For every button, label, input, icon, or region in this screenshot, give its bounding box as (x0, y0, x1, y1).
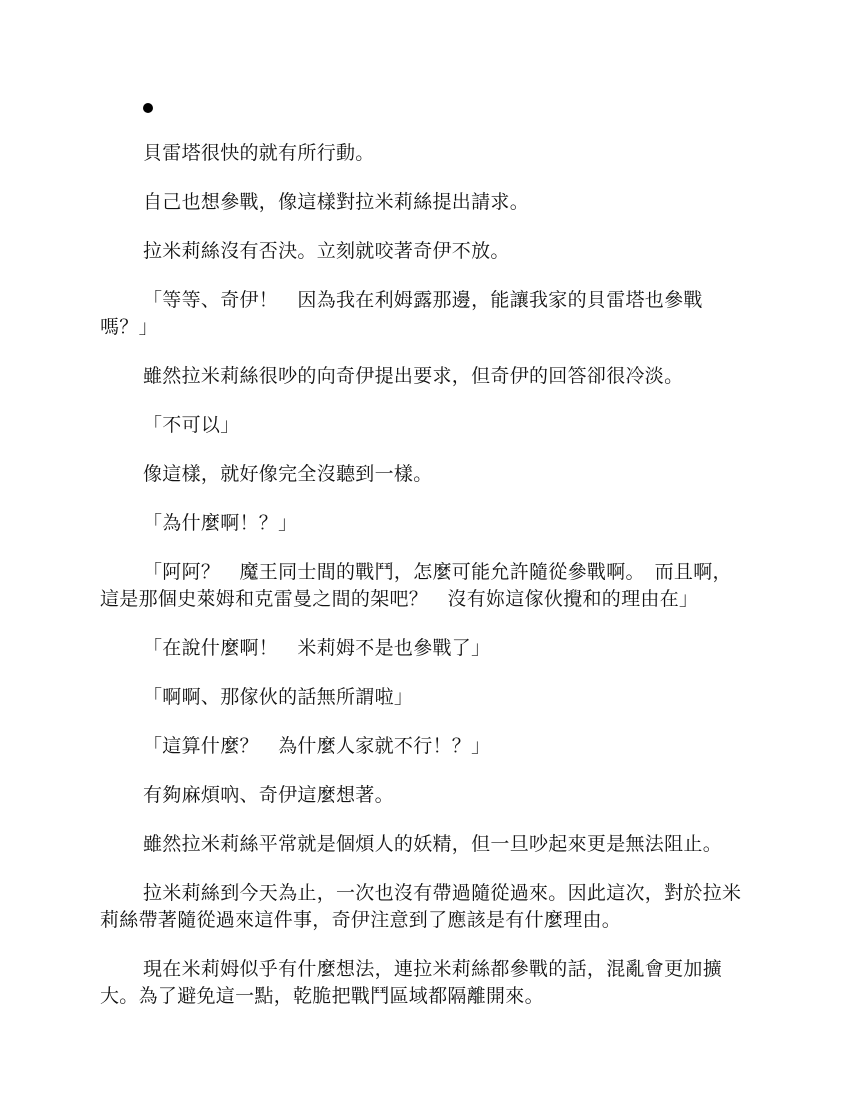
paragraph: 「不可以」 (143, 414, 240, 436)
paragraph: 雖然拉米莉絲平常就是個煩人的妖精，但一旦吵起來更是無法阻止。 (143, 833, 723, 855)
paragraph: 「這算什麼？ 為什麼人家就不行！？」 (143, 735, 491, 757)
paragraph: 「阿阿？ 魔王同士間的戰鬥，怎麼可能允許隨從參戰啊。 而且啊，這是那個史萊姆和克雷曼之間的架吧？ 沒有妳這傢伙攪和的理由在」 (100, 561, 732, 610)
paragraph: 拉米莉絲沒有否決。立刻就咬著奇伊不放。 (143, 240, 510, 262)
paragraph: 像這樣，就好像完全沒聽到一樣。 (143, 463, 433, 485)
paragraph: 「為什麼啊！？」 (143, 512, 298, 534)
paragraph: 雖然拉米莉絲很吵的向奇伊提出要求，但奇伊的回答卻很冷淡。 (143, 365, 684, 387)
paragraph: 「啊啊、那傢伙的話無所謂啦」 (143, 686, 414, 708)
paragraph: 拉米莉絲到今天為止，一次也沒有帶過隨從過來。因此這次，對於拉米莉絲帶著隨從過來這件事，奇伊注意到了應該是有什麼理由。 (100, 882, 742, 931)
document-body (100, 140, 746, 1032)
paragraph: 現在米莉姆似乎有什麼想法，連拉米莉絲都參戰的話，混亂會更加擴大。為了避免這一點，乾脆把戰鬥區域都隔離開來。 (100, 958, 723, 1007)
paragraph: 有夠麻煩吶、奇伊這麼想著。 (143, 784, 394, 806)
paragraph: 貝雷塔很快的就有所行動。 (143, 142, 375, 164)
paragraph: 「等等、奇伊！ 因為我在利姆露那邊，能讓我家的貝雷塔也參戰嗎？」 (100, 289, 703, 338)
bullet-dot-icon (143, 103, 153, 113)
paragraph: 自己也想參戰，像這樣對拉米莉絲提出請求。 (143, 191, 530, 213)
paragraph: 「在說什麼啊！ 米莉姆不是也參戰了」 (143, 637, 491, 659)
